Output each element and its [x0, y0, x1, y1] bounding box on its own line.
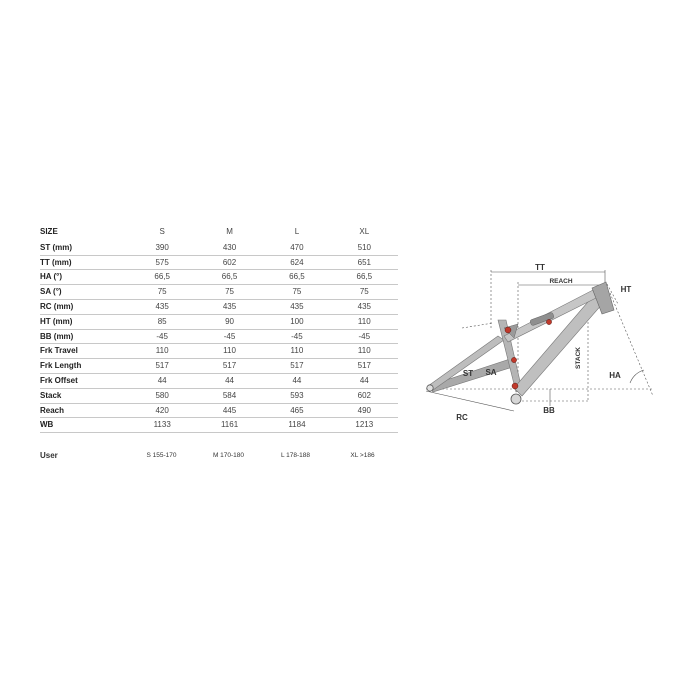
row-label: BB (mm) — [40, 329, 128, 344]
row-label: Frk Length — [40, 359, 128, 374]
row-value: 390 — [128, 241, 195, 255]
row-value: 1184 — [263, 418, 330, 433]
row-label: Frk Offset — [40, 373, 128, 388]
row-value: 1213 — [331, 418, 398, 433]
table-body — [40, 241, 398, 433]
pivot-shock — [546, 319, 551, 324]
row-value: 651 — [331, 255, 398, 270]
row-value: 110 — [128, 344, 195, 359]
row-label: RC (mm) — [40, 299, 128, 314]
size-header-l: L — [294, 227, 300, 236]
stack-label: STACK — [575, 347, 582, 369]
row-label: TT (mm) — [40, 255, 128, 270]
row-value: 490 — [331, 403, 398, 418]
row-value: 517 — [128, 359, 195, 374]
row-value: -45 — [263, 329, 330, 344]
table-row — [40, 373, 398, 388]
row-value: 66,5 — [263, 270, 330, 285]
row-value: 602 — [331, 388, 398, 403]
row-value: 44 — [128, 373, 195, 388]
size-header-xl: XL — [359, 227, 370, 236]
row-value: 575 — [128, 255, 195, 270]
row-value: 90 — [196, 314, 263, 329]
row-value: 435 — [263, 299, 330, 314]
rear-dropout — [427, 385, 433, 391]
row-value: 584 — [196, 388, 263, 403]
user-size-l: L 178-188 — [280, 452, 311, 459]
steering-axis-line — [610, 293, 653, 396]
row-value: 75 — [196, 285, 263, 300]
reach-label: REACH — [549, 278, 573, 285]
row-value: 435 — [128, 299, 195, 314]
row-value: 1133 — [128, 418, 195, 433]
row-label: WB — [40, 418, 128, 433]
table-row — [40, 241, 398, 255]
sa-label: SA — [485, 368, 497, 377]
bike-frame — [427, 282, 614, 404]
seat-extension — [462, 323, 493, 328]
row-value: 580 — [128, 388, 195, 403]
pivot-upper — [505, 327, 511, 333]
tt-label: TT — [535, 263, 545, 272]
row-value: -45 — [128, 329, 195, 344]
row-value: 435 — [331, 299, 398, 314]
size-header-m: M — [226, 227, 233, 236]
pivot-lower — [511, 357, 516, 362]
size-header-s: S — [159, 227, 165, 236]
row-value: -45 — [196, 329, 263, 344]
table-row — [40, 329, 398, 344]
table-row — [40, 403, 398, 418]
row-label: Stack — [40, 388, 128, 403]
row-label: HT (mm) — [40, 314, 128, 329]
row-value: 435 — [196, 299, 263, 314]
rc-dimension-line — [426, 391, 514, 411]
row-value: 430 — [196, 241, 263, 255]
user-label: User — [40, 451, 58, 460]
user-size-xl: XL >186 — [350, 452, 375, 459]
rc-label: RC — [456, 413, 468, 422]
row-label: SA (°) — [40, 285, 128, 300]
row-label: Reach — [40, 403, 128, 418]
row-label: Frk Travel — [40, 344, 128, 359]
row-value: 44 — [263, 373, 330, 388]
row-value: 602 — [196, 255, 263, 270]
row-value: 75 — [128, 285, 195, 300]
table-row — [40, 285, 398, 300]
row-value: 75 — [331, 285, 398, 300]
row-label: ST (mm) — [40, 241, 128, 255]
row-value: 85 — [128, 314, 195, 329]
row-value: 44 — [196, 373, 263, 388]
row-value: 66,5 — [331, 270, 398, 285]
table-row — [40, 255, 398, 270]
row-value: 465 — [263, 403, 330, 418]
row-value: 110 — [331, 344, 398, 359]
row-value: 517 — [331, 359, 398, 374]
user-row — [40, 451, 398, 463]
row-value: 100 — [263, 314, 330, 329]
table-header-row — [40, 225, 398, 241]
row-label: HA (°) — [40, 270, 128, 285]
ha-label: HA — [609, 371, 621, 380]
table-row — [40, 344, 398, 359]
user-size-m: M 170-180 — [212, 452, 245, 459]
row-value: 1161 — [196, 418, 263, 433]
row-value: 66,5 — [196, 270, 263, 285]
row-value: 517 — [263, 359, 330, 374]
table-row — [40, 270, 398, 285]
table-row — [40, 418, 398, 433]
row-value: 44 — [331, 373, 398, 388]
row-value: 110 — [331, 314, 398, 329]
geometry-table — [40, 225, 398, 433]
size-header: SIZE — [40, 227, 58, 236]
row-value: 510 — [331, 241, 398, 255]
row-value: 593 — [263, 388, 330, 403]
dimension-lines — [426, 270, 653, 411]
st-label: ST — [462, 369, 474, 378]
user-size-s: S 155-170 — [146, 452, 177, 459]
row-value: 420 — [128, 403, 195, 418]
row-value: 517 — [196, 359, 263, 374]
row-value: 110 — [196, 344, 263, 359]
table-row — [40, 359, 398, 374]
ha-angle-arc — [630, 370, 644, 383]
row-value: 624 — [263, 255, 330, 270]
table-row — [40, 388, 398, 403]
row-value: -45 — [331, 329, 398, 344]
pivot-main — [512, 383, 518, 389]
ht-label: HT — [620, 285, 632, 294]
table-row — [40, 299, 398, 314]
frame-geometry-diagram — [418, 258, 658, 428]
table-row — [40, 314, 398, 329]
row-value: 66,5 — [128, 270, 195, 285]
bottom-bracket — [511, 394, 521, 404]
row-value: 470 — [263, 241, 330, 255]
bb-label: BB — [543, 406, 555, 415]
row-value: 445 — [196, 403, 263, 418]
row-value: 75 — [263, 285, 330, 300]
row-value: 110 — [263, 344, 330, 359]
